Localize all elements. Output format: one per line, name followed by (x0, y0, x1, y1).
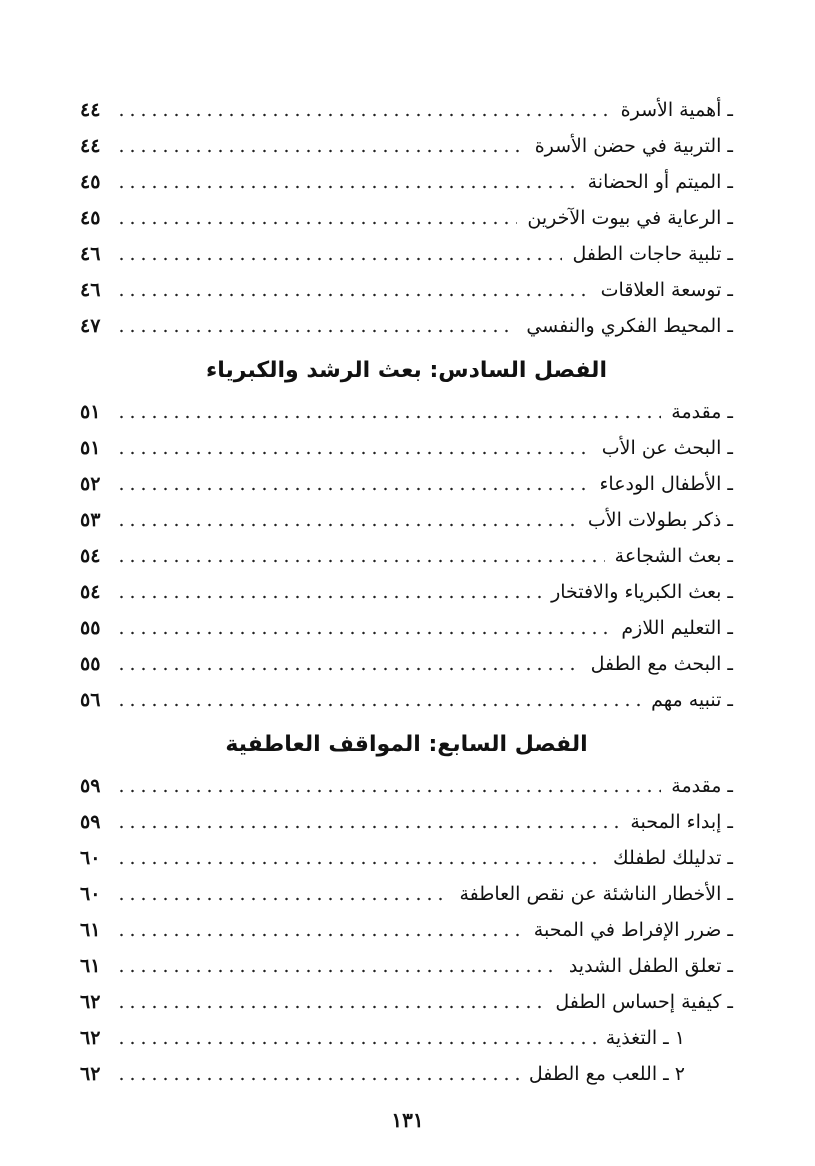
toc-entry (80, 610, 733, 646)
toc-entry-label: ١ ـ التغذية (605, 1027, 685, 1049)
toc-entry-label: ـ البحث مع الطفل (590, 653, 733, 675)
dot-leader (116, 185, 578, 189)
toc-entry-label: ـ البحث عن الأب (601, 437, 733, 459)
toc-entry-page: ٤٥ (80, 207, 101, 229)
toc-entry-page: ٥٢ (80, 473, 101, 495)
toc-entry-page: ٤٤ (80, 99, 101, 121)
toc-entry-page: ٦٠ (80, 847, 101, 869)
toc-entry-page: ٤٥ (80, 171, 101, 193)
toc-entry-page: ٥٩ (80, 811, 101, 833)
toc-entry-label: ـ الرعاية في بيوت الآخرين (527, 207, 733, 229)
dot-leader (116, 523, 578, 527)
toc-entry (80, 682, 733, 718)
toc-entry (80, 912, 733, 948)
dot-leader (116, 1005, 545, 1009)
dot-leader (116, 1077, 519, 1081)
toc-entry-page: ٥٦ (80, 689, 101, 711)
toc-entry-label: ـ تدليلك لطفلك (612, 847, 733, 869)
toc-entry-label: ـ تعلق الطفل الشديد (568, 955, 733, 977)
dot-leader (116, 861, 603, 865)
dot-leader (116, 149, 525, 153)
toc-entry-label: ـ المحيط الفكري والنفسي (526, 315, 733, 337)
toc-entry-label: ـ بعث الكبرياء والافتخار (551, 581, 733, 603)
toc-entry-page: ٦١ (80, 919, 101, 941)
toc-entry-label: ـ إبداء المحبة (630, 811, 733, 833)
toc-entry (80, 768, 733, 804)
dot-leader (116, 933, 524, 937)
toc-entry-label: ـ بعث الشجاعة (614, 545, 733, 567)
dot-leader (116, 487, 590, 491)
toc-entry (80, 272, 733, 308)
toc-entry-page: ٥٥ (80, 617, 101, 639)
toc-entry-label: ٢ ـ اللعب مع الطفل (528, 1063, 685, 1085)
dot-leader (116, 969, 559, 973)
dot-leader (116, 1041, 596, 1045)
dot-leader (116, 631, 611, 635)
dot-leader (116, 257, 562, 261)
toc-entry-page: ٤٤ (80, 135, 101, 157)
dot-leader (116, 415, 661, 419)
toc-entry-label: ـ التربية في حضن الأسرة (534, 135, 733, 157)
toc-entry (80, 804, 733, 840)
toc-entry-label: ـ أهمية الأسرة (620, 99, 733, 121)
toc-entry-page: ٤٦ (80, 243, 101, 265)
toc-entry-label: ـ الأطفال الودعاء (599, 473, 733, 495)
toc-entry (80, 466, 733, 502)
toc-entry-label: ـ ذكر بطولات الأب (587, 509, 733, 531)
toc-entry-page: ٥٥ (80, 653, 101, 675)
toc-entry-page: ٦٢ (80, 1063, 101, 1085)
toc-entry-label: ـ تلبية حاجات الطفل (572, 243, 733, 265)
toc-entry (80, 876, 733, 912)
toc-entry (80, 502, 733, 538)
dot-leader (116, 451, 592, 455)
toc-entry (80, 646, 733, 682)
toc-entry (80, 394, 733, 430)
dot-leader (116, 703, 641, 707)
dot-leader (116, 113, 611, 117)
toc-entry (80, 430, 733, 466)
toc-entry (80, 236, 733, 272)
toc-entry-page: ٦٢ (80, 991, 101, 1013)
toc-entry-page: ٥٩ (80, 775, 101, 797)
chapter-heading: الفصل السابع: المواقف العاطفية (225, 732, 588, 757)
dot-leader (116, 221, 517, 225)
toc-entry (80, 574, 733, 610)
toc-entry-label: ـ توسعة العلاقات (600, 279, 733, 301)
toc-entry-page: ٥١ (80, 401, 101, 423)
dot-leader (116, 789, 661, 793)
toc-entry (80, 1056, 733, 1092)
toc-entry (80, 538, 733, 574)
toc-entry-label: ـ مقدمة (671, 401, 733, 423)
toc-entry-label: ـ مقدمة (671, 775, 733, 797)
toc-entry (80, 1020, 733, 1056)
dot-leader (116, 293, 591, 297)
toc-entry-label: ـ التعليم اللازم (621, 617, 733, 639)
toc-entry-page: ٤٧ (80, 315, 101, 337)
toc-entry-page: ٦٢ (80, 1027, 101, 1049)
dot-leader (116, 559, 605, 563)
dot-leader (116, 897, 449, 901)
toc-entry-label: ـ تنبيه مهم (651, 689, 733, 711)
toc-entry (80, 92, 733, 128)
dot-leader (116, 329, 516, 333)
toc-entry-page: ٦١ (80, 955, 101, 977)
dot-leader (116, 825, 620, 829)
page-number: ١٣١ (391, 1108, 424, 1132)
toc-entry-page: ٥٤ (80, 581, 101, 603)
toc-entry (80, 840, 733, 876)
toc-entry (80, 984, 733, 1020)
toc-entry (80, 200, 733, 236)
toc-entry-label: ـ ضرر الإفراط في المحبة (533, 919, 733, 941)
toc-entry (80, 128, 733, 164)
toc-entry (80, 948, 733, 984)
toc-entry-label: ـ كيفية إحساس الطفل (555, 991, 733, 1013)
toc-entry-page: ٥٣ (80, 509, 101, 531)
toc-entry-page: ٦٠ (80, 883, 101, 905)
toc-entry-label: ـ الأخطار الناشئة عن نقص العاطفة (459, 883, 733, 905)
dot-leader (116, 667, 581, 671)
chapter-heading: الفصل السادس: بعث الرشد والكبرياء (206, 358, 607, 383)
toc-entry-page: ٤٦ (80, 279, 101, 301)
table-of-contents (80, 92, 733, 1092)
toc-entry-label: ـ الميتم أو الحضانة (587, 171, 733, 193)
toc-entry (80, 308, 733, 344)
dot-leader (116, 595, 541, 599)
toc-entry (80, 164, 733, 200)
toc-entry-page: ٥٤ (80, 545, 101, 567)
toc-entry-page: ٥١ (80, 437, 101, 459)
